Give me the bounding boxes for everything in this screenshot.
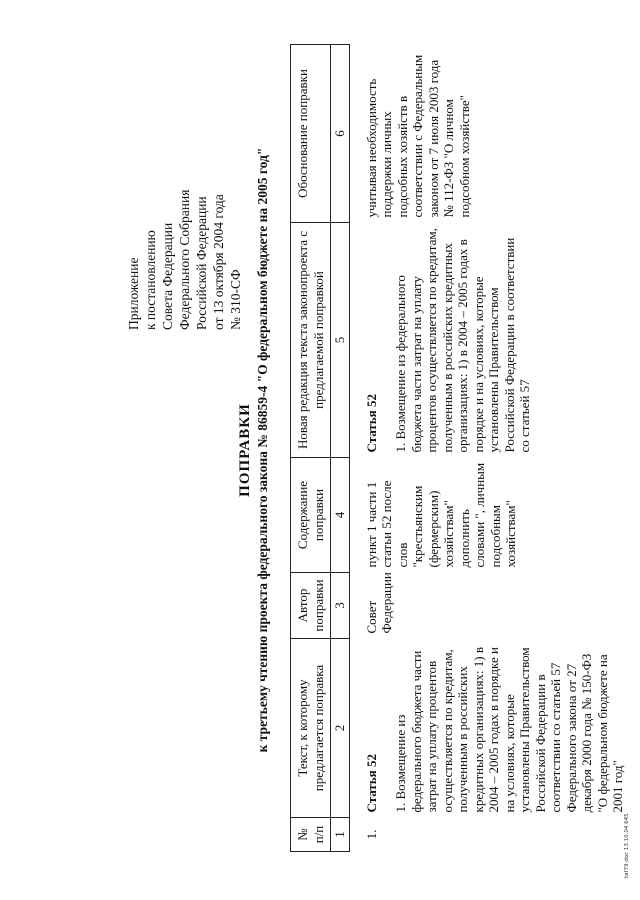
header-text: Текст, к которому предлагается поправка [291,639,331,818]
table-row [349,45,626,852]
file-footer: taf79.doc 13.10.04 645 [624,813,630,878]
header-new-text: Новая редакция текста законопроекта с предлагаемой поправкой [291,223,331,458]
column-number: 4 [331,458,350,573]
appendix-line: Приложение [126,257,141,330]
article-text: 1. Возмещение из федерального бюджета части затрат на уплату процентов осуществляется по кредитам, полученным в российских кредитных организациях: 1) в 2004 – 2005 годах в порядке и на условиях, которые установлены Правительством Российской Федерации в соответствии со статьей 57 Федерального закона от 27 декабря 2000 года № 150-ФЗ "О федеральном бюджете на 2001 год" [393,646,625,813]
appendix-block [125,30,244,330]
cell-reason: учитывая необходимость поддержки личных подсобных хозяйств в соответствии с Федеральным законом от 7 июля 2003 года № 112-ФЗ "О личном подсобном хозяйстве" [363,54,472,218]
article-label: Статья 52 [363,394,379,453]
document-subtitle: к третьему чтению проекта федерального закона № 86859-4 "О федеральном бюджете на 2005 год" [255,147,270,753]
column-number-row [331,45,350,852]
appendix-line: Российской Федерации [194,196,209,330]
column-number: 3 [331,573,350,639]
header-num: № п/п [291,818,331,852]
header-content: Содержание поправки [291,458,331,573]
appendix-line: к постановлению [143,230,158,330]
cell-text [349,639,626,818]
article-label: Статья 52 [363,754,379,813]
amendments-table [290,44,626,852]
column-number: 2 [331,639,350,818]
row-number: 1. [363,829,379,840]
column-number: 6 [331,45,350,223]
document-title: ПОПРАВКИ [237,403,253,497]
header-reason: Обоснование поправки [291,45,331,223]
article-text: 1. Возмещение из федерального бюджета части затрат на уплату процентов осуществляется по кредитам, полученным в российских кредитных организациях: 1) в 2004 – 2005 годах в порядке и на условиях, которые установлены Правительством Российской Федерации в соответствии со статьей 57 [393,228,532,453]
column-number: 1 [331,818,350,852]
cell-content: пункт 1 части 1 статьи 52 после слов "крестьянским (фермерским) хозяйствам" дополнить словами ", личным подсобным хозяйствам" [363,462,518,568]
appendix-line: от 13 октября 2004 года [211,194,226,330]
cell-author: Совет Федерации [363,572,394,634]
appendix-line: № 310-СФ [228,269,243,330]
column-number: 5 [331,223,350,458]
cell-new-text [349,223,626,458]
header-author: Автор поправки [291,573,331,639]
document-heading [236,0,271,900]
appendix-line: Совета Федерации [160,222,175,330]
appendix-line: Федерального Собрания [177,189,192,330]
table-header-row [291,45,331,852]
